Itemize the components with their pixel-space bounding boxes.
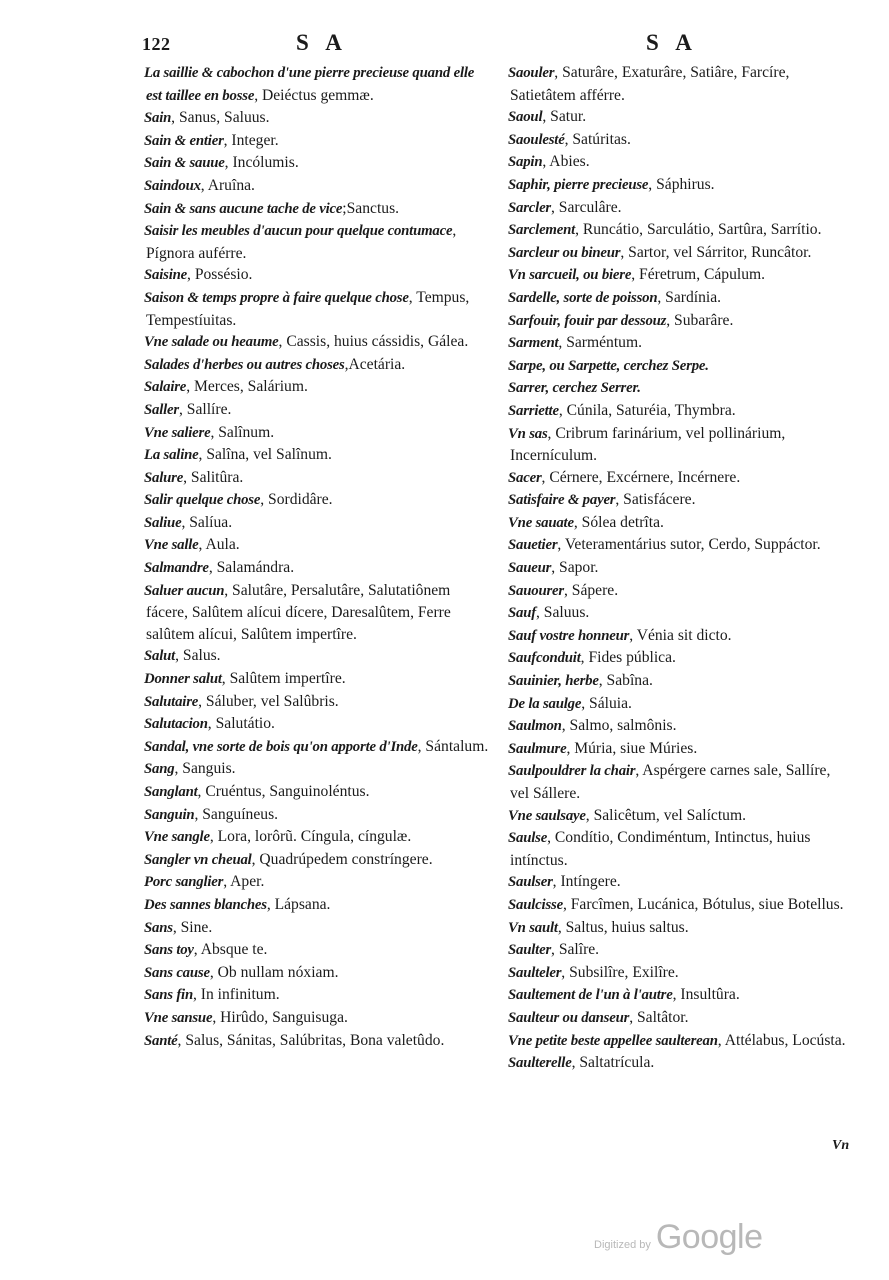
dictionary-entry: [510, 355, 852, 378]
entry-latin-gloss: , Insultûra.: [672, 986, 740, 1004]
entry-latin-gloss: , Cúnila, Saturéia, Thymbra.: [558, 401, 736, 419]
entry-headword: Saultement de l'un à l'autre: [508, 987, 673, 1004]
dictionary-entry: [510, 489, 852, 512]
entry-headword: Saluer aucun: [144, 582, 225, 599]
entry-headword: Sans: [144, 919, 173, 936]
page-number: 122: [142, 34, 171, 54]
dictionary-entry: [146, 557, 492, 580]
dictionary-entry: [510, 602, 852, 625]
entry-latin-gloss: , Aruîna.: [200, 176, 255, 194]
dictionary-entry: [146, 220, 492, 264]
dictionary-entry: [510, 670, 852, 693]
dictionary-entry: [146, 917, 492, 940]
dictionary-entry: [510, 534, 852, 557]
entry-headword: Des sannes blanches: [144, 896, 267, 913]
entry-latin-gloss: , Hirûdo, Sanguisuga.: [212, 1008, 348, 1026]
entry-latin-gloss: , Lora, lorôrũ. Cíngula, cíngulæ.: [209, 828, 412, 846]
dictionary-entry: [146, 130, 492, 153]
entry-headword: Vne salle: [144, 537, 199, 554]
entry-headword: Salmandre: [144, 560, 209, 577]
entry-latin-gloss: , Sardínia.: [657, 288, 722, 306]
entry-headword: Sarclement: [508, 222, 576, 239]
entry-latin-gloss: , Satúritas.: [564, 130, 631, 148]
dictionary-entry: [146, 152, 492, 175]
dictionary-entry: [146, 354, 492, 377]
entry-headword: Sarpe, ou Sarpette, cerchez Serpe.: [508, 357, 709, 374]
entry-headword: Sanguin: [144, 806, 195, 823]
watermark-small-text: Digitized by: [594, 1239, 651, 1251]
entry-headword: Saulser: [508, 874, 553, 891]
entry-headword: Sauinier, herbe: [508, 673, 599, 690]
entry-latin-gloss: , Subsilîre, Exilîre.: [561, 963, 679, 981]
entry-headword: Sardelle, sorte de poisson: [508, 289, 658, 306]
entry-headword: La saillie & cabochon d'une pierre precieuse quand elle est taillee en bosse: [144, 65, 475, 104]
entry-headword: Sain: [144, 110, 172, 127]
dictionary-entry: [510, 512, 852, 535]
entry-headword: Sauetier: [508, 537, 558, 554]
dictionary-entry: [510, 580, 852, 603]
dictionary-entry: [510, 738, 852, 761]
dictionary-entry: [510, 106, 852, 129]
dictionary-entry: [510, 219, 852, 242]
entry-headword: Salir quelque chose: [144, 492, 261, 509]
watermark-google-text: Google: [655, 1218, 763, 1256]
entry-headword: Vne saliere: [144, 424, 211, 441]
dictionary-entry: [510, 939, 852, 962]
entry-latin-gloss: , Salicêtum, vel Salíctum.: [585, 806, 747, 824]
dictionary-entry: [510, 62, 852, 106]
entry-latin-gloss: , Aspérgere carnes sale, Sallíre, vel Sállere.: [510, 762, 831, 802]
dictionary-entry: [146, 962, 492, 985]
entry-headword: Salutacion: [144, 716, 208, 733]
dictionary-entry: [146, 534, 492, 557]
entry-headword: Saisine: [144, 267, 188, 284]
entry-headword: Saufconduit: [508, 650, 581, 667]
entry-headword: Sarment: [508, 335, 559, 352]
entry-latin-gloss: , Salus, Sánitas, Salúbritas, Bona valetûdo.: [177, 1031, 445, 1049]
entry-latin-gloss: , Quadrúpedem constríngere.: [251, 850, 433, 868]
entry-latin-gloss: , Condítio, Condiméntum, Intinctus, huius intínctus.: [510, 829, 811, 869]
entry-headword: Sauf vostre honneur: [508, 627, 630, 644]
entry-headword: Salutaire: [144, 693, 199, 710]
entry-headword: Vne saulsaye: [508, 807, 586, 824]
entry-latin-gloss: , Sine.: [172, 918, 213, 936]
entry-headword: Porc sanglier: [144, 874, 224, 891]
entry-latin-gloss: , Saltus, huius saltus.: [557, 918, 689, 936]
entry-latin-gloss: , Salmo, salmônis.: [561, 717, 677, 735]
entry-latin-gloss: , Fides pública.: [580, 649, 676, 667]
dictionary-entry: [510, 1030, 852, 1053]
running-head-left: S A: [296, 30, 348, 55]
entry-latin-gloss: , Salus.: [175, 647, 221, 665]
entry-headword: Saindoux: [144, 177, 201, 194]
entry-headword: Vne sansue: [144, 1009, 213, 1026]
dictionary-entry: [510, 1052, 852, 1075]
dictionary-entry: [146, 894, 492, 917]
dictionary-entry: [510, 287, 852, 310]
entry-headword: Saisir les meubles d'aucun pour quelque contumace: [144, 223, 453, 240]
dictionary-entry: [146, 804, 492, 827]
entry-headword: Saouler: [508, 65, 555, 81]
dictionary-entry: [510, 894, 852, 917]
entry-headword: Salure: [144, 469, 184, 486]
dictionary-entry: [510, 151, 852, 174]
entry-latin-gloss: , Sápere.: [563, 581, 619, 599]
dictionary-entry: [146, 580, 492, 646]
entry-headword: Saulter: [508, 942, 552, 959]
entry-latin-gloss: , Sanguíneus.: [194, 805, 279, 823]
dictionary-entry: [146, 1007, 492, 1030]
entry-headword: Sanglant: [144, 784, 198, 800]
dictionary-entry: [146, 422, 492, 445]
entry-headword: Sang: [144, 761, 175, 778]
entry-latin-gloss: , Sartor, vel Sárritor, Runcâtor.: [620, 243, 812, 261]
dictionary-entry: [510, 264, 852, 287]
entry-latin-gloss: , Saturâre, Exaturâre, Satiâre, Farcíre, Satietâtem afférre.: [510, 64, 790, 104]
left-column: [146, 62, 492, 1052]
dictionary-entry: [510, 625, 852, 648]
entry-headword: Sans cause: [144, 964, 210, 981]
dictionary-entry: [510, 310, 852, 333]
entry-latin-gloss: , In infinitum.: [192, 986, 280, 1004]
dictionary-entry: [510, 917, 852, 940]
entry-latin-gloss: ,Acetária.: [344, 355, 406, 373]
entry-latin-gloss: , Abies.: [542, 153, 590, 171]
entry-headword: Donner salut: [144, 671, 222, 688]
entry-latin-gloss: , Attélabus, Locústa.: [717, 1031, 846, 1049]
entry-latin-gloss: , Vénia sit dicto.: [629, 626, 732, 644]
entry-headword: Saller: [144, 401, 179, 418]
dictionary-entry: [510, 423, 852, 467]
dictionary-entry: [510, 693, 852, 716]
right-column: [510, 62, 852, 1075]
entry-latin-gloss: , Sabîna.: [598, 672, 653, 690]
dictionary-entry: [146, 736, 492, 759]
dictionary-entry: [510, 174, 852, 197]
dictionary-entry: [146, 691, 492, 714]
entry-latin-gloss: , Salitûra.: [183, 468, 244, 486]
entry-headword: Saison & temps propre à faire quelque chose: [144, 289, 409, 306]
dictionary-entry: [146, 713, 492, 736]
dictionary-entry: [146, 331, 492, 354]
dictionary-entry: [146, 939, 492, 962]
entry-headword: Satisfaire & payer: [508, 492, 616, 509]
dictionary-entry: [510, 715, 852, 738]
entry-latin-gloss: , Salutâre, Persalutâre, Salutatiônem fácere, Salûtem alícui dícere, Daresalûtem, Ferre salûtem alícui, Salûtem impertîre.: [146, 581, 451, 643]
dictionary-entry: [146, 1030, 492, 1053]
dictionary-entry: [510, 467, 852, 490]
entry-latin-gloss: , Possésio.: [187, 266, 253, 284]
dictionary-entry: [146, 826, 492, 849]
entry-headword: De la saulge: [508, 695, 582, 712]
entry-headword: Vn sas: [508, 425, 548, 442]
dictionary-entry: [146, 849, 492, 872]
entry-headword: Sarfouir, fouir par dessouz: [508, 312, 667, 329]
entry-headword: Sarcler: [508, 199, 551, 216]
entry-headword: Vn sault: [508, 919, 558, 936]
dictionary-entry: [510, 647, 852, 670]
dictionary-entry: [510, 827, 852, 871]
dictionary-entry: [146, 444, 492, 467]
entry-headword: Salut: [144, 648, 176, 665]
entry-latin-gloss: , Runcátio, Sarculátio, Sartûra, Sarrítio.: [575, 221, 822, 239]
entry-latin-gloss: , Integer.: [223, 131, 279, 149]
entry-latin-gloss: , Sanus, Saluus.: [171, 109, 270, 127]
entry-latin-gloss: , Salîre.: [551, 941, 600, 959]
entry-latin-gloss: , Saltâtor.: [629, 1008, 689, 1026]
dictionary-entry: [510, 400, 852, 423]
entry-headword: Sapin: [508, 154, 543, 171]
entry-latin-gloss: , Saluus.: [536, 604, 590, 622]
entry-headword: Salaire: [144, 379, 187, 396]
dictionary-entry: [510, 962, 852, 985]
entry-latin-gloss: , Sarméntum.: [558, 334, 642, 352]
entry-latin-gloss: , Deiéctus gemmæ.: [254, 86, 374, 104]
entry-headword: Saulse: [508, 830, 548, 847]
entry-headword: Sarcleur ou bineur: [508, 244, 621, 261]
entry-latin-gloss: , Sapor.: [551, 559, 599, 577]
dictionary-entry: [146, 668, 492, 691]
entry-headword: Sandal, vne sorte de bois qu'on apporte d'Inde: [144, 738, 418, 755]
entry-headword: Sauourer: [508, 582, 564, 599]
entry-latin-gloss: , Sallíre.: [178, 400, 232, 418]
entry-latin-gloss: , Absque te.: [193, 941, 268, 959]
dictionary-entry: [146, 287, 492, 331]
dictionary-entry: [146, 984, 492, 1007]
entry-latin-gloss: , Sáluber, vel Salûbris.: [198, 692, 339, 710]
entry-latin-gloss: , Salamándra.: [208, 559, 295, 577]
dictionary-entry: [510, 377, 852, 400]
entry-headword: La saline: [144, 447, 199, 464]
entry-headword: Saulcisse: [508, 896, 563, 913]
entry-headword: Vne sangle: [144, 829, 210, 846]
entry-latin-gloss: , Aula.: [198, 536, 240, 554]
entry-latin-gloss: , Merces, Salárium.: [186, 378, 308, 396]
entry-latin-gloss: , Veteramentárius sutor, Cerdo, Suppáctor.: [557, 536, 821, 554]
dictionary-entry: [146, 264, 492, 287]
dictionary-entry: [146, 758, 492, 781]
entry-headword: Saulteler: [508, 964, 562, 981]
entry-headword: Salades d'herbes ou autres choses: [144, 356, 345, 373]
dictionary-entry: [510, 557, 852, 580]
entry-latin-gloss: , Sólea detrîta.: [573, 513, 664, 531]
dictionary-entry: [146, 467, 492, 490]
entry-headword: Saoulesté: [508, 131, 565, 148]
entry-headword: Sacer: [508, 469, 542, 486]
entry-latin-gloss: , Cruéntus, Sanguinoléntus.: [197, 783, 370, 800]
entry-headword: Sans toy: [144, 942, 194, 959]
entry-latin-gloss: , Cassis, huius cássidis, Gálea.: [278, 333, 469, 351]
entry-headword: Vne sauate: [508, 514, 574, 531]
digitized-watermark: [594, 1218, 763, 1257]
entry-headword: Saulteur ou danseur: [508, 1009, 630, 1026]
entry-latin-gloss: , Saltatrícula.: [571, 1054, 655, 1072]
entry-headword: Saoul: [508, 109, 543, 126]
entry-latin-gloss: ;Sanctus.: [342, 199, 400, 217]
dictionary-entry: [510, 332, 852, 355]
entry-headword: Vne petite beste appellee saulterean: [508, 1032, 718, 1049]
dictionary-entry: [146, 175, 492, 198]
entry-latin-gloss: , Cribrum farinárium, vel pollinárium, Incernículum.: [510, 424, 786, 465]
dictionary-entry: [146, 512, 492, 535]
entry-headword: Sain & sans aucune tache de vice: [144, 200, 343, 217]
entry-latin-gloss: , Farcîmen, Lucánica, Bótulus, siue Botellus.: [562, 895, 844, 913]
dictionary-entry: [510, 984, 852, 1007]
entry-latin-gloss: , Satur.: [542, 108, 587, 126]
dictionary-entry: [510, 129, 852, 152]
entry-headword: Vne salade ou heaume: [144, 334, 279, 351]
entry-latin-gloss: , Lápsana.: [266, 895, 331, 913]
entry-latin-gloss: , Sordidâre.: [260, 491, 333, 509]
entry-latin-gloss: , Tempus, Tempestíuitas.: [146, 288, 470, 329]
entry-latin-gloss: , Intíngere.: [552, 873, 621, 891]
dictionary-entry: [510, 871, 852, 894]
dictionary-entry: [510, 197, 852, 220]
entry-latin-gloss: , Ob nullam nóxiam.: [209, 963, 339, 981]
entry-latin-gloss: , Sántalum.: [417, 737, 489, 755]
entry-headword: Vn sarcueil, ou biere: [508, 267, 632, 284]
entry-latin-gloss: , Subarâre.: [666, 311, 734, 329]
entry-latin-gloss: , Satisfácere.: [615, 491, 696, 509]
entry-headword: Sauf: [508, 605, 536, 622]
entry-headword: Sans fin: [144, 987, 193, 1004]
entry-latin-gloss: , Salíua.: [181, 513, 233, 531]
entry-headword: Saliue: [144, 514, 182, 531]
dictionary-entry: [146, 645, 492, 668]
dictionary-entry: [510, 242, 852, 265]
entry-headword: Sarrer, cerchez Serrer.: [508, 380, 641, 397]
entry-headword: Saulmon: [508, 718, 562, 735]
entry-latin-gloss: , Cérnere, Excérnere, Incérnere.: [541, 468, 741, 486]
entry-headword: Sain & entier: [144, 132, 224, 149]
dictionary-entry: [146, 489, 492, 512]
entry-latin-gloss: , Salînum.: [210, 423, 275, 441]
entry-headword: Saphir, pierre precieuse: [508, 176, 649, 193]
entry-latin-gloss: , Múria, siue Múries.: [566, 739, 698, 757]
dictionary-entry: [146, 107, 492, 130]
entry-latin-gloss: , Pígnora auférre.: [146, 222, 457, 262]
entry-latin-gloss: , Sarculâre.: [551, 198, 622, 216]
entry-latin-gloss: , Féretrum, Cápulum.: [631, 266, 766, 284]
dictionary-entry: [510, 760, 852, 804]
entry-headword: Saueur: [508, 560, 552, 577]
dictionary-entry: [510, 805, 852, 828]
entry-latin-gloss: , Aper.: [223, 873, 265, 891]
entry-headword: Sangler vn cheual: [144, 851, 252, 868]
entry-headword: Sain & sauue: [144, 155, 225, 172]
entry-latin-gloss: , Salûtem impertîre.: [221, 670, 346, 688]
entry-latin-gloss: , Salîna, vel Salînum.: [198, 446, 332, 464]
dictionary-entry: [510, 1007, 852, 1030]
dictionary-entry: [146, 871, 492, 894]
entry-headword: Santé: [144, 1032, 178, 1049]
entry-headword: Saulterelle: [508, 1055, 572, 1072]
dictionary-entry: [146, 781, 492, 804]
dictionary-entry: [146, 399, 492, 422]
dictionary-entry: [146, 198, 492, 221]
entry-headword: Saulmure: [508, 740, 567, 757]
dictionary-entry: [146, 62, 492, 107]
entry-latin-gloss: , Incólumis.: [224, 154, 299, 172]
entry-headword: Sarriette: [508, 402, 559, 419]
entry-headword: Saulpouldrer la chair: [508, 763, 636, 780]
dictionary-entry: [146, 376, 492, 399]
running-head-right: S A: [646, 30, 698, 55]
entry-latin-gloss: , Sáphirus.: [648, 175, 715, 193]
entry-latin-gloss: , Sáluia.: [581, 694, 632, 712]
catchword: Vn: [832, 1138, 850, 1153]
entry-latin-gloss: , Sanguis.: [174, 760, 236, 778]
entry-latin-gloss: , Salutátio.: [207, 715, 275, 733]
